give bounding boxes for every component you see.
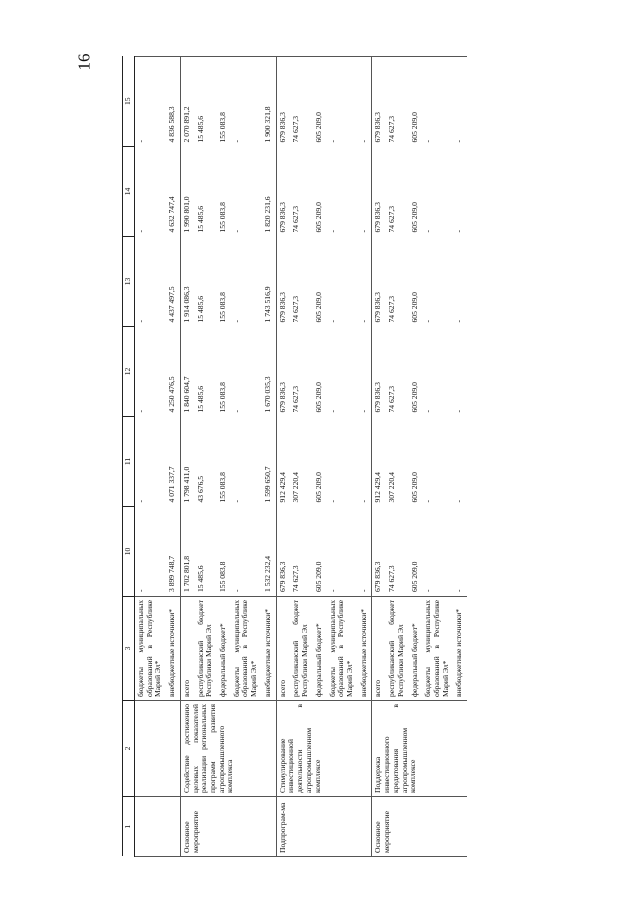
value-cell: 4 836 588,3 bbox=[166, 57, 180, 147]
funding-source-cell: бюджеты муниципальных образований в Республике Марий Эл* bbox=[135, 597, 167, 701]
value-cell: - bbox=[231, 409, 241, 413]
value-cell: - bbox=[358, 409, 368, 413]
header-cell: 13 bbox=[123, 237, 135, 327]
value-cell: 679 836,3 bbox=[372, 147, 386, 237]
value-cell: 15 485,6 bbox=[195, 57, 217, 147]
value-cell: 679 836,3 bbox=[276, 507, 290, 597]
value-cell: - bbox=[136, 229, 145, 233]
funding-table bbox=[122, 56, 467, 857]
value-cell: - bbox=[454, 319, 464, 323]
value-cell: 4 250 476,5 bbox=[167, 376, 177, 413]
value-cell: 15 485,6 bbox=[195, 385, 205, 413]
funding-source-cell: внебюджетные источники* bbox=[262, 597, 276, 701]
value-cell: 74 627,3 bbox=[387, 385, 397, 413]
value-cell: 912 429,4 bbox=[372, 417, 386, 507]
funding-source-cell: бюджеты муниципальных образований в Республике Марий Эл* bbox=[327, 597, 358, 701]
value-cell: - bbox=[453, 57, 467, 147]
value-cell: - bbox=[358, 57, 372, 147]
value-cell: 605 209,0 bbox=[409, 292, 419, 323]
value-cell: 74 627,3 bbox=[386, 57, 408, 147]
value-cell: 912 429,4 bbox=[276, 417, 290, 507]
value-cell: 155 083,8 bbox=[217, 57, 231, 147]
item-name-cell bbox=[135, 701, 181, 797]
value-cell: 74 627,3 bbox=[291, 385, 301, 413]
value-cell: 3 899 748,7 bbox=[167, 555, 177, 592]
header-cell: 12 bbox=[123, 327, 135, 417]
value-cell: 155 083,8 bbox=[218, 202, 228, 233]
value-cell: 1 900 321,8 bbox=[262, 57, 276, 147]
value-cell: 679 836,3 bbox=[372, 507, 386, 597]
funding-source-cell: внебюджетные источники* bbox=[453, 597, 467, 701]
header-cell: 10 bbox=[123, 507, 135, 597]
funding-source-cell: федеральный бюджет* bbox=[313, 597, 327, 701]
page-number: 16 bbox=[74, 53, 94, 71]
value-cell: - bbox=[231, 319, 241, 323]
table-row bbox=[135, 57, 167, 857]
value-cell: 1 840 604,7 bbox=[180, 327, 194, 417]
value-cell: - bbox=[327, 229, 337, 233]
value-cell: - bbox=[231, 229, 241, 233]
value-cell: - bbox=[327, 319, 337, 323]
value-cell: 155 083,8 bbox=[218, 292, 228, 323]
value-cell: 4 437 497,5 bbox=[167, 286, 177, 323]
value-cell: 605 209,0 bbox=[313, 202, 323, 233]
value-cell: 679 836,3 bbox=[276, 147, 290, 237]
value-cell: 155 083,8 bbox=[218, 472, 228, 503]
value-cell: 1 670 035,3 bbox=[262, 376, 272, 413]
funding-source-cell: федеральный бюджет* bbox=[217, 597, 231, 701]
header-cell: 3 bbox=[123, 597, 135, 701]
value-cell: - bbox=[231, 589, 241, 592]
value-cell: 74 627,3 bbox=[387, 205, 397, 233]
value-cell: 307 220,4 bbox=[291, 472, 301, 503]
value-cell: 2 070 891,2 bbox=[180, 57, 194, 147]
value-cell: - bbox=[358, 319, 368, 323]
value-cell: - bbox=[327, 589, 337, 592]
header-cell: 1 bbox=[123, 797, 135, 857]
header-row bbox=[123, 57, 135, 857]
value-cell: 605 209,0 bbox=[409, 382, 419, 413]
value-cell: - bbox=[423, 319, 433, 323]
funding-source-cell: республиканский бюджет Республики Марий Эл bbox=[195, 597, 217, 701]
funding-source-cell: всего bbox=[372, 597, 386, 701]
funding-source-cell: внебюджетные источники* bbox=[358, 597, 372, 701]
value-cell: 74 627,3 bbox=[291, 205, 301, 233]
value-cell: - bbox=[423, 409, 433, 413]
value-cell: - bbox=[454, 589, 464, 592]
value-cell: 1 820 231,6 bbox=[262, 196, 272, 233]
value-cell: - bbox=[136, 409, 145, 413]
item-type-cell: Подпрограм-ма bbox=[276, 797, 372, 857]
value-cell: 605 209,0 bbox=[313, 57, 327, 147]
value-cell: 679 836,3 bbox=[372, 237, 386, 327]
value-cell: 1 914 086,3 bbox=[180, 237, 194, 327]
value-cell: 605 209,0 bbox=[409, 561, 419, 592]
value-cell: 307 220,4 bbox=[387, 472, 397, 503]
value-cell: 679 836,3 bbox=[276, 327, 290, 417]
item-name-cell: Содействие достижению целевых показателей реализации региональных программ развития агропромышленного комплекса bbox=[180, 701, 276, 797]
value-cell: - bbox=[135, 57, 167, 147]
value-cell: 74 627,3 bbox=[387, 565, 397, 592]
value-cell: 1 743 516,9 bbox=[262, 286, 272, 323]
value-cell: 74 627,3 bbox=[290, 57, 312, 147]
value-cell: 74 627,3 bbox=[291, 565, 301, 592]
value-cell: - bbox=[136, 499, 145, 503]
funding-source-cell: бюджеты муниципальных образований в Республике Марий Эл* bbox=[422, 597, 453, 701]
header-cell: 15 bbox=[123, 57, 135, 147]
value-cell: 1 702 801,8 bbox=[180, 507, 194, 597]
value-cell: - bbox=[454, 229, 464, 233]
value-cell: 679 836,3 bbox=[276, 57, 290, 147]
value-cell: 43 676,5 bbox=[195, 475, 205, 503]
value-cell: 4 632 747,4 bbox=[167, 196, 177, 233]
item-name-cell: Стимулирование инвестиционной деятельности в агропромышленном комплексе bbox=[276, 701, 372, 797]
value-cell: 1 599 650,7 bbox=[262, 466, 272, 503]
value-cell: - bbox=[327, 409, 337, 413]
value-cell: - bbox=[136, 319, 145, 323]
value-cell: - bbox=[358, 229, 368, 233]
value-cell: - bbox=[358, 589, 368, 592]
item-type-cell: Основное мероприятие bbox=[180, 797, 276, 857]
value-cell: 679 836,3 bbox=[372, 57, 386, 147]
value-cell: 605 209,0 bbox=[409, 202, 419, 233]
funding-source-cell: внебюджетные источники* bbox=[166, 597, 180, 701]
item-name-cell: Поддержка инвестиционного кредитования в агропромышленном комплексе bbox=[372, 701, 467, 797]
funding-source-cell: федеральный бюджет* bbox=[409, 597, 423, 701]
funding-source-cell: республиканский бюджет Республики Марий Эл bbox=[290, 597, 312, 701]
funding-source-cell: всего bbox=[180, 597, 194, 701]
header-cell: 11 bbox=[123, 417, 135, 507]
item-type-cell bbox=[135, 797, 181, 857]
rotated-table-container bbox=[122, 57, 525, 857]
value-cell: - bbox=[454, 409, 464, 413]
value-cell: - bbox=[136, 589, 145, 592]
value-cell: 605 209,0 bbox=[313, 382, 323, 413]
value-cell: 605 209,0 bbox=[313, 561, 323, 592]
value-cell: - bbox=[358, 499, 368, 503]
value-cell: 4 071 337,7 bbox=[167, 466, 177, 503]
value-cell: 1 532 232,4 bbox=[262, 555, 272, 592]
value-cell: - bbox=[423, 229, 433, 233]
funding-source-cell: республиканский бюджет Республики Марий Эл bbox=[386, 597, 408, 701]
value-cell: 15 485,6 bbox=[195, 565, 205, 592]
value-cell: 155 083,8 bbox=[218, 382, 228, 413]
value-cell: 1 798 411,0 bbox=[180, 417, 194, 507]
value-cell: 605 209,0 bbox=[409, 472, 419, 503]
header-cell: 2 bbox=[123, 701, 135, 797]
funding-source-cell: бюджеты муниципальных образований в Республике Марий Эл* bbox=[231, 597, 262, 701]
value-cell: 74 627,3 bbox=[291, 295, 301, 323]
value-cell: 679 836,3 bbox=[276, 237, 290, 327]
value-cell: 155 083,8 bbox=[218, 561, 228, 592]
value-cell: 1 990 801,0 bbox=[180, 147, 194, 237]
table-row bbox=[180, 57, 194, 857]
table-row bbox=[276, 57, 290, 857]
value-cell: - bbox=[327, 57, 358, 147]
item-type-cell: Основное мероприятие bbox=[372, 797, 467, 857]
value-cell: - bbox=[231, 57, 262, 147]
table-body bbox=[135, 57, 468, 857]
value-cell: - bbox=[231, 499, 241, 503]
value-cell: - bbox=[423, 589, 433, 592]
value-cell: - bbox=[327, 499, 337, 503]
header-cell: 14 bbox=[123, 147, 135, 237]
value-cell: 15 485,6 bbox=[195, 295, 205, 323]
value-cell: - bbox=[423, 499, 433, 503]
value-cell: - bbox=[422, 57, 453, 147]
value-cell: 605 209,0 bbox=[313, 292, 323, 323]
table-row bbox=[372, 57, 386, 857]
value-cell: 679 836,3 bbox=[372, 327, 386, 417]
value-cell: 605 209,0 bbox=[409, 57, 423, 147]
value-cell: 74 627,3 bbox=[387, 295, 397, 323]
value-cell: - bbox=[454, 499, 464, 503]
funding-source-cell: всего bbox=[276, 597, 290, 701]
value-cell: 15 485,6 bbox=[195, 205, 205, 233]
value-cell: 605 209,0 bbox=[313, 472, 323, 503]
